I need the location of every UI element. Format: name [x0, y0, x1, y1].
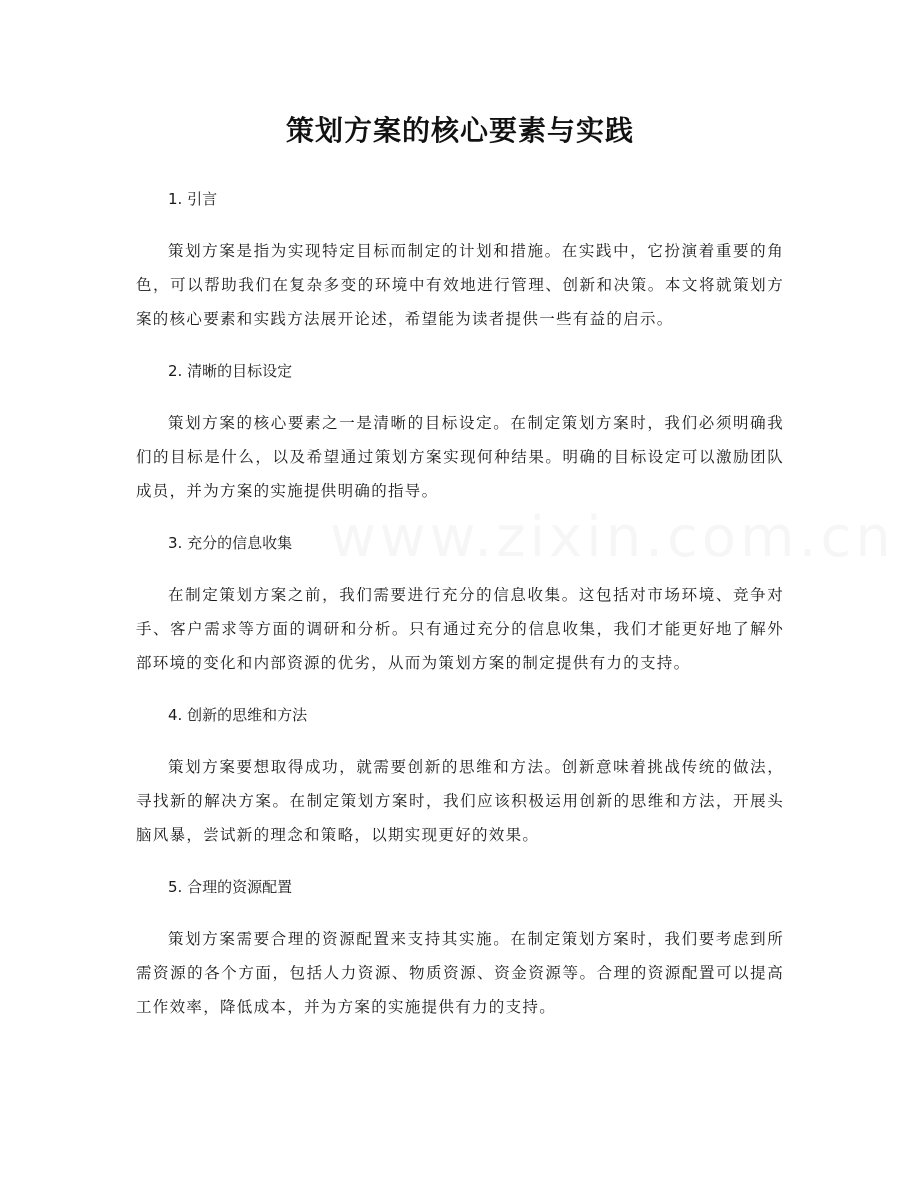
section-goal-setting — [136, 356, 784, 508]
section-heading: 4. 创新的思维和方法 — [168, 706, 308, 724]
section-paragraph: 策划方案的核心要素之一是清晰的目标设定。在制定策划方案时，我们必须明确我们的目标是什么，以及希望通过策划方案实现何种结果。明确的目标设定可以激励团队成员，并为方案的实施提供明确的指导。 — [136, 414, 784, 500]
section-paragraph: 策划方案是指为实现特定目标而制定的计划和措施。在实践中，它扮演着重要的角色，可以帮助我们在复杂多变的环境中有效地进行管理、创新和决策。本文将就策划方案的核心要素和实践方法展开论述，希望能为读者提供一些有益的启示。 — [136, 242, 784, 328]
section-heading: 5. 合理的资源配置 — [168, 878, 293, 896]
section-heading: 2. 清晰的目标设定 — [168, 362, 293, 380]
section-information-gathering — [136, 528, 784, 680]
document-title: 策划方案的核心要素与实践 — [285, 114, 634, 147]
section-heading: 1. 引言 — [168, 190, 218, 208]
section-heading: 3. 充分的信息收集 — [168, 534, 293, 552]
document-body — [136, 184, 784, 1024]
section-introduction — [136, 184, 784, 336]
section-paragraph: 在制定策划方案之前，我们需要进行充分的信息收集。这包括对市场环境、竞争对手、客户需求等方面的调研和分析。只有通过充分的信息收集，我们才能更好地了解外部环境的变化和内部资源的优劣，从而为策划方案的制定提供有力的支持。 — [136, 586, 784, 672]
section-paragraph: 策划方案需要合理的资源配置来支持其实施。在制定策划方案时，我们要考虑到所需资源的各个方面，包括人力资源、物质资源、资金资源等。合理的资源配置可以提高工作效率，降低成本，并为方案的实施提供有力的支持。 — [136, 930, 784, 1016]
section-paragraph: 策划方案要想取得成功，就需要创新的思维和方法。创新意味着挑战传统的做法，寻找新的解决方案。在制定策划方案时，我们应该积极运用创新的思维和方法，开展头脑风暴，尝试新的理念和策略，以期实现更好的效果。 — [136, 758, 784, 844]
section-resource-allocation — [136, 872, 784, 1024]
section-innovation — [136, 700, 784, 852]
